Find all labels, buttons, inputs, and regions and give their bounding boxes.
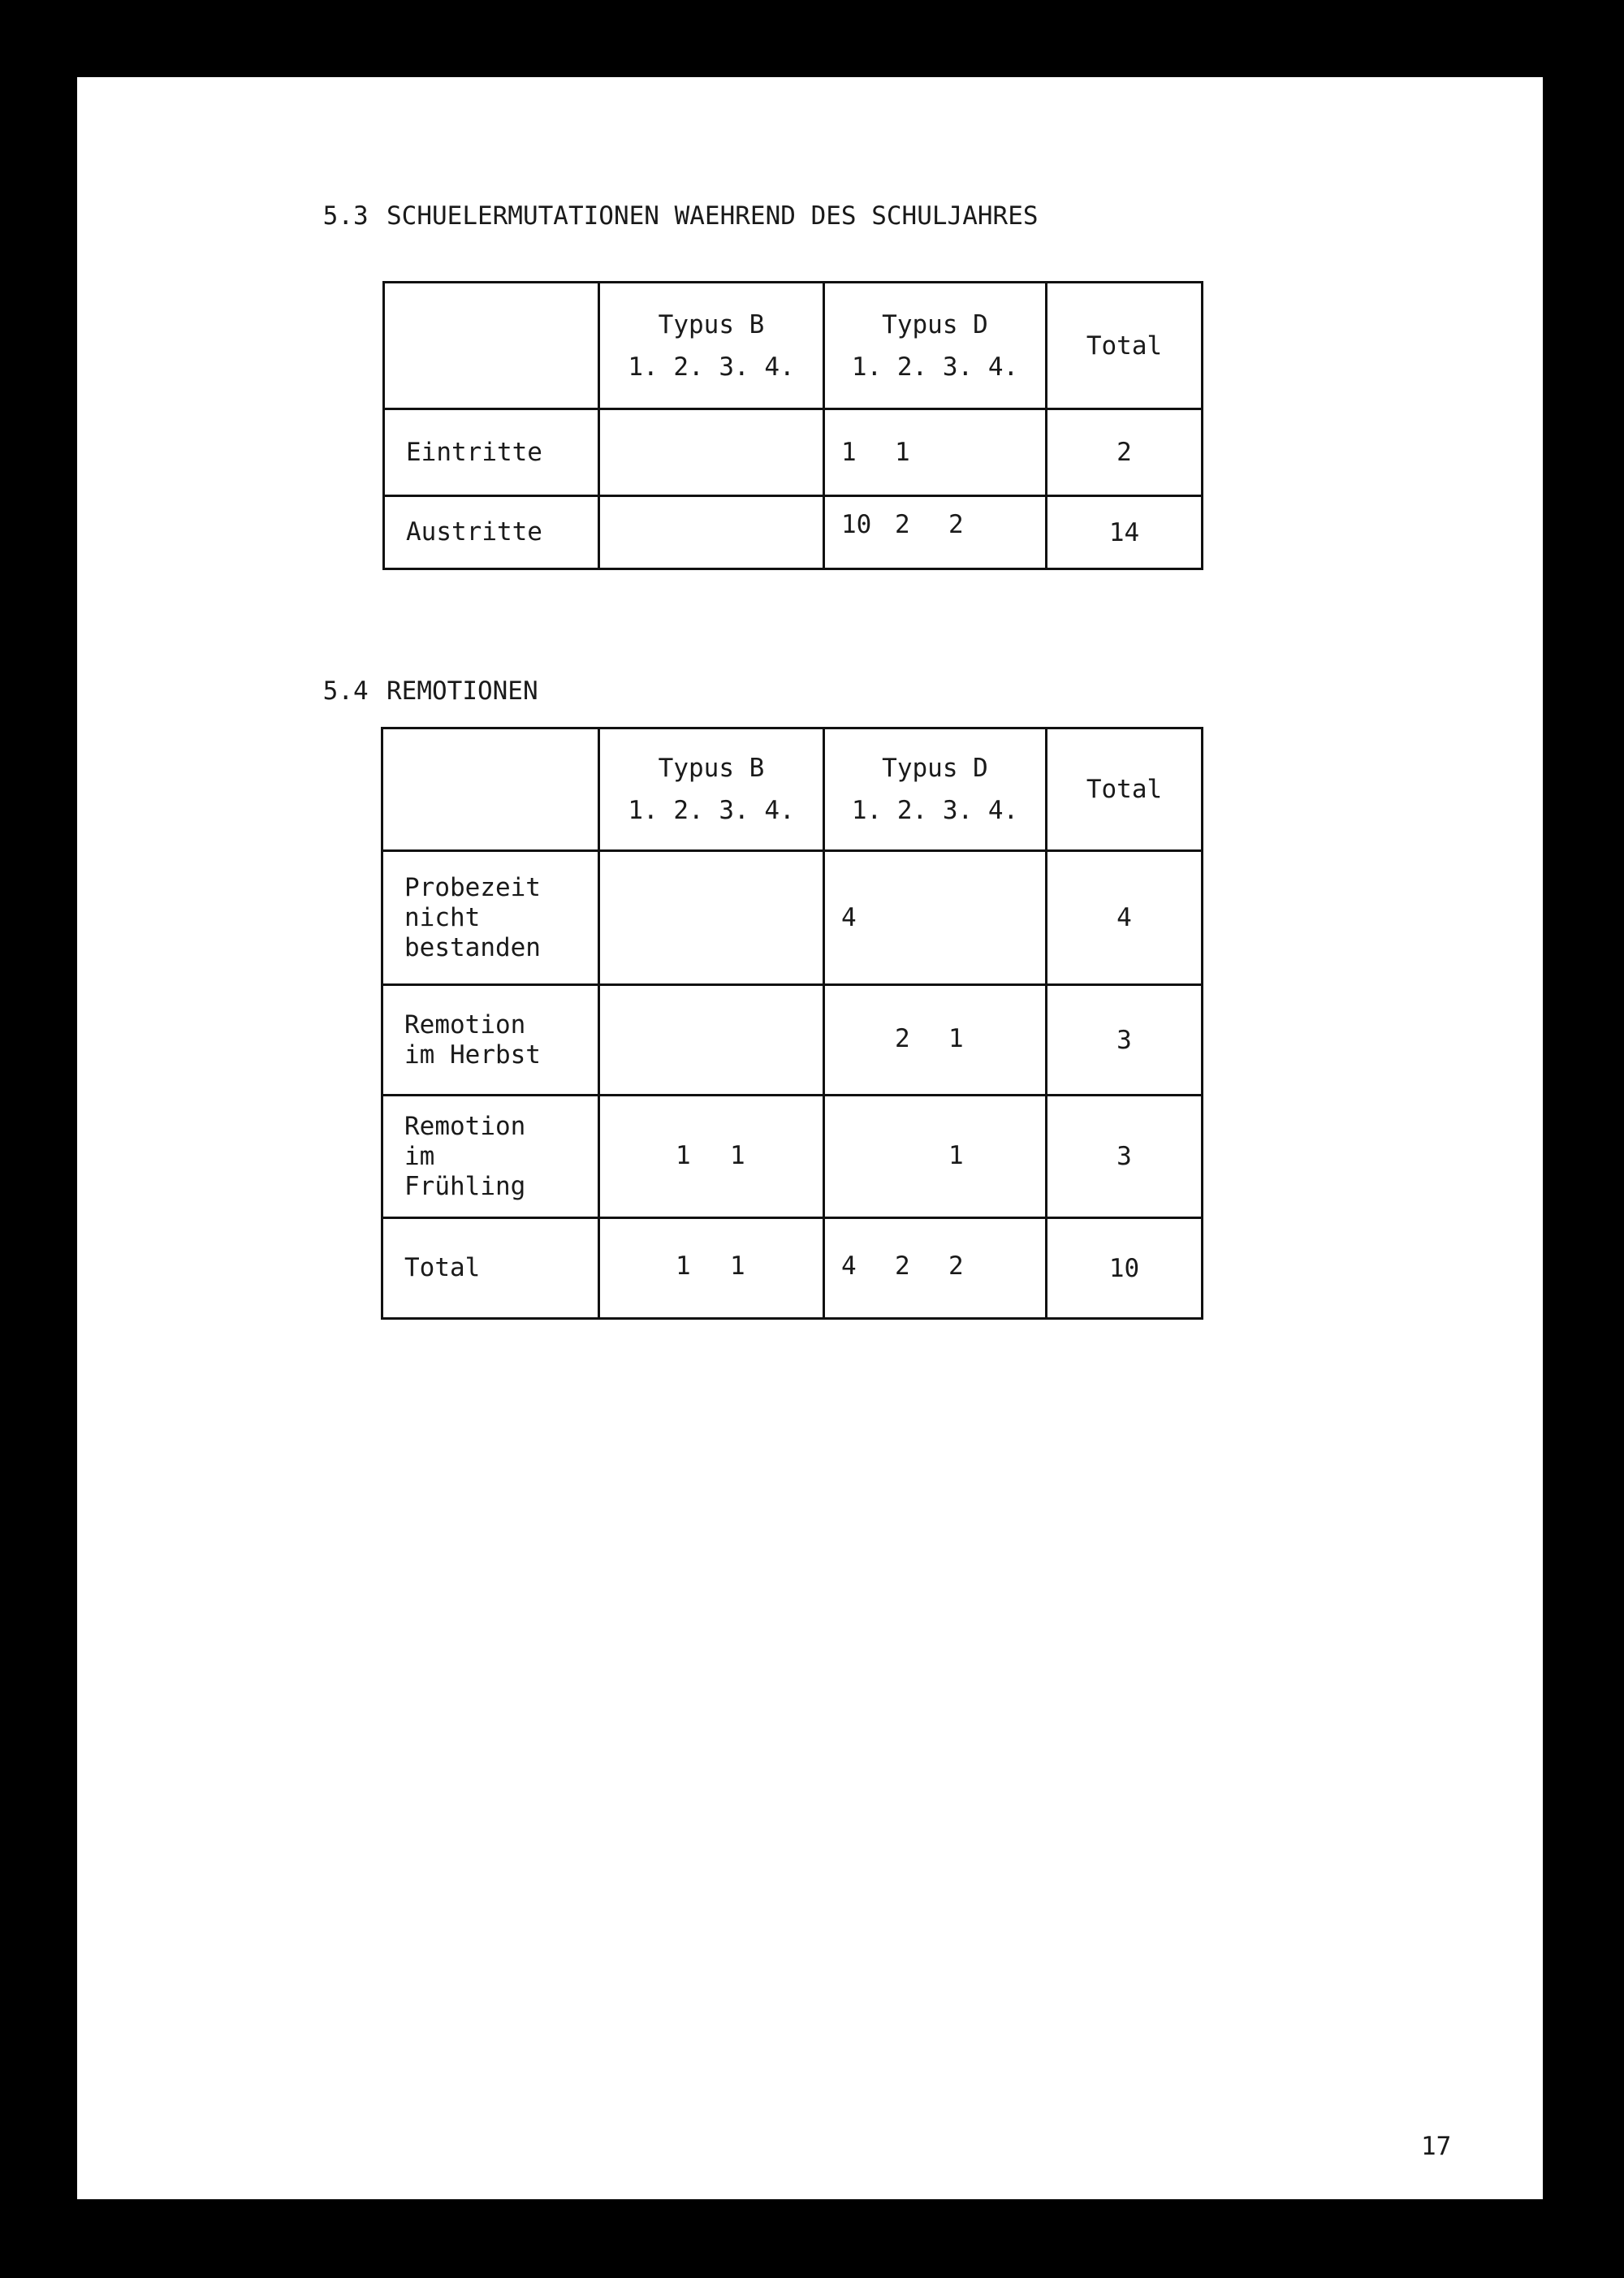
row-label-line: Probezeit bbox=[404, 872, 541, 902]
row-label-line: im Herbst bbox=[404, 1040, 541, 1070]
header-total: Total bbox=[1047, 728, 1203, 851]
typus-d-label: Typus D bbox=[882, 309, 988, 339]
typus-d-values bbox=[824, 985, 1047, 1096]
cell-value: 2 bbox=[895, 510, 910, 539]
header-typus-b bbox=[599, 728, 824, 851]
cell-value: 2 bbox=[895, 1024, 910, 1053]
section-number: 5.4 bbox=[322, 676, 369, 706]
typus-d-label: Typus D bbox=[882, 754, 988, 783]
row-label-line: Remotion bbox=[404, 1111, 526, 1141]
row-total: 4 bbox=[1047, 851, 1203, 985]
row-label-line: im bbox=[404, 1141, 435, 1171]
typus-d-grades: 1. 2. 3. 4. bbox=[851, 352, 1019, 382]
cell-value: 4 bbox=[841, 1251, 857, 1281]
row-label-line: Remotion bbox=[404, 1009, 526, 1040]
cell-value: 1 bbox=[730, 1141, 745, 1170]
typus-b-values bbox=[599, 1218, 824, 1319]
table-header-row bbox=[382, 728, 1203, 851]
document-page bbox=[77, 77, 1543, 2199]
typus-b-values bbox=[599, 851, 824, 985]
typus-b-values bbox=[599, 496, 824, 569]
typus-b-label: Typus B bbox=[658, 309, 765, 339]
section-5-4-heading bbox=[262, 647, 538, 735]
table-row bbox=[384, 409, 1203, 496]
typus-d-values bbox=[824, 1096, 1047, 1218]
cell-value: 2 bbox=[948, 1251, 964, 1281]
row-label-line: Frühling bbox=[404, 1171, 526, 1201]
typus-d-values bbox=[824, 1218, 1047, 1319]
typus-d-grades: 1. 2. 3. 4. bbox=[851, 796, 1019, 825]
table-row bbox=[382, 985, 1203, 1096]
cell-value: 1 bbox=[895, 438, 910, 467]
typus-b-label: Typus B bbox=[658, 754, 765, 783]
typus-b-values bbox=[599, 985, 824, 1096]
section-title: REMOTIONEN bbox=[387, 676, 538, 706]
typus-b-grades: 1. 2. 3. 4. bbox=[628, 352, 795, 382]
page-number: 17 bbox=[1421, 2132, 1452, 2161]
row-label bbox=[382, 851, 599, 985]
header-empty-cell bbox=[384, 283, 599, 409]
cell-value: 1 bbox=[676, 1141, 691, 1170]
section-title: SCHUELERMUTATIONEN WAEHREND DES SCHULJAHRES bbox=[387, 201, 1039, 231]
row-total: 3 bbox=[1047, 1096, 1203, 1218]
table-row bbox=[382, 1096, 1203, 1218]
typus-d-values bbox=[824, 496, 1047, 569]
cell-value: 4 bbox=[841, 903, 857, 932]
table-row bbox=[382, 1218, 1203, 1319]
section-number: 5.3 bbox=[322, 201, 369, 231]
typus-b-values bbox=[599, 1096, 824, 1218]
section-5-3-heading bbox=[262, 172, 1039, 260]
row-total: 10 bbox=[1047, 1218, 1203, 1319]
header-typus-d bbox=[824, 283, 1047, 409]
cell-value: 1 bbox=[948, 1141, 964, 1170]
cell-value: 2 bbox=[895, 1251, 910, 1281]
row-label: Eintritte bbox=[384, 409, 599, 496]
typus-d-values bbox=[824, 409, 1047, 496]
row-label bbox=[382, 985, 599, 1096]
typus-b-grades: 1. 2. 3. 4. bbox=[628, 796, 795, 825]
header-total: Total bbox=[1047, 283, 1203, 409]
row-label bbox=[382, 1096, 599, 1218]
cell-value: 1 bbox=[730, 1251, 745, 1281]
typus-d-values bbox=[824, 851, 1047, 985]
table-remotionen bbox=[381, 727, 1203, 1320]
table-header-row bbox=[384, 283, 1203, 409]
row-total: 2 bbox=[1047, 409, 1203, 496]
cell-value: 1 bbox=[841, 438, 857, 467]
cell-value: 1 bbox=[948, 1024, 964, 1053]
row-label-line: bestanden bbox=[404, 932, 541, 962]
typus-b-values bbox=[599, 409, 824, 496]
table-row bbox=[384, 496, 1203, 569]
cell-value: 1 bbox=[676, 1251, 691, 1281]
row-total: 14 bbox=[1047, 496, 1203, 569]
cell-value: 10 bbox=[841, 510, 872, 539]
table-row bbox=[382, 851, 1203, 985]
header-typus-d bbox=[824, 728, 1047, 851]
header-empty-cell bbox=[382, 728, 599, 851]
row-label: Total bbox=[382, 1218, 599, 1319]
table-schuelermutationen bbox=[382, 281, 1203, 570]
row-label: Austritte bbox=[384, 496, 599, 569]
row-total: 3 bbox=[1047, 985, 1203, 1096]
row-label-line: nicht bbox=[404, 902, 481, 932]
cell-value: 2 bbox=[948, 510, 964, 539]
header-typus-b bbox=[599, 283, 824, 409]
